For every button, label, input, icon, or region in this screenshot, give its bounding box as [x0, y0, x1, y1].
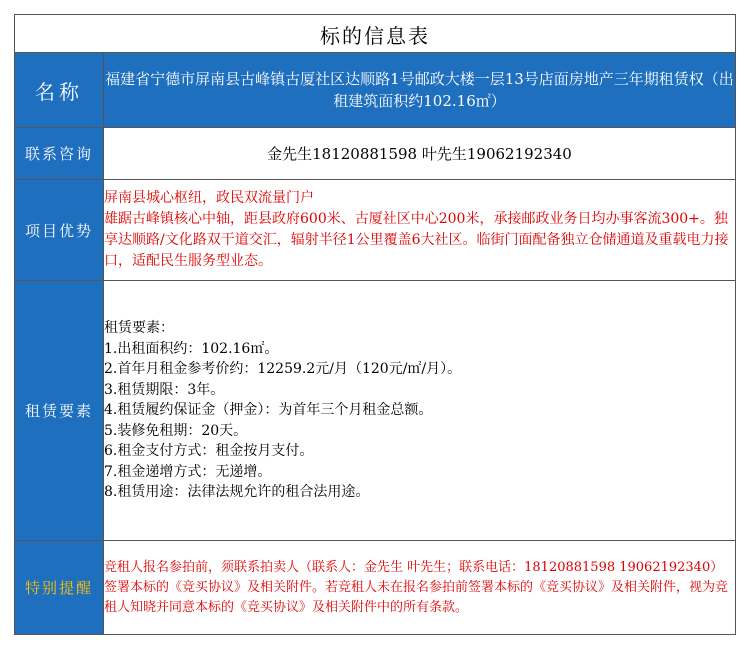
list-item: 3.租赁期限：3年。	[104, 381, 225, 398]
row-notice	[15, 541, 736, 635]
notice-value: 竞租人报名参拍前，须联系拍卖人（联系人：金先生 叶先生；联系电话：18120881598 19062192340）签署本标的《竞买协议》及相关附件。若竞租人未在报名参拍前签署本标的《竞买协议》及相关附件，视为竞租人知晓并同意本标的《竞买协议》及相关附件中的所有条款。	[104, 541, 736, 635]
list-item: 7.租金递增方式：无递增。	[104, 463, 272, 480]
list-item: 4.租赁履约保证金（押金）：为首年三个月租金总额。	[104, 402, 433, 419]
table-title: 标的信息表	[14, 14, 736, 53]
notice-label: 特别提醒	[15, 541, 104, 635]
advantage-detail: 雄踞古峰镇核心中轴，距县政府600米、古厦社区中心200米，承接邮政业务日均办事客流300+。独享达顺路/文化路双干道交汇，辐射半径1公里覆盖6大社区。临街门面配备独立仓储通道及重载电力接口，适配民生服务型业态。	[104, 211, 729, 269]
contact-value: 金先生18120881598 叶先生19062192340	[104, 128, 736, 180]
list-item: 1.出租面积约：102.16㎡。	[104, 340, 279, 357]
row-name	[15, 53, 736, 128]
name-value: 福建省宁德市屏南县古峰镇古厦社区达顺路1号邮政大楼一层13号店面房地产三年期租赁权（出租建筑面积约102.16㎡）	[104, 53, 736, 128]
advantage-value	[104, 180, 736, 281]
advantage-label: 项目优势	[15, 180, 104, 281]
contact-label: 联系咨询	[15, 128, 104, 180]
name-label: 名称	[15, 53, 104, 128]
list-item: 8.租赁用途：法律法规允许的租合法用途。	[104, 484, 370, 501]
list-item: 5.装修免租期：20天。	[104, 422, 248, 439]
row-contact	[15, 128, 736, 180]
requirements-label: 租赁要素	[15, 281, 104, 541]
row-requirements	[15, 281, 736, 541]
list-item: 租赁要素：	[104, 320, 174, 337]
row-advantage	[15, 180, 736, 281]
list-item: 6.租金支付方式：租金按月支付。	[104, 443, 314, 460]
advantage-headline: 屏南县城心枢纽，政民双流量门户	[104, 190, 314, 206]
list-item: 2.首年月租金参考价约：12259.2元/月（120元/㎡/月）。	[104, 361, 462, 378]
requirements-list	[104, 281, 736, 541]
info-table	[14, 52, 736, 635]
